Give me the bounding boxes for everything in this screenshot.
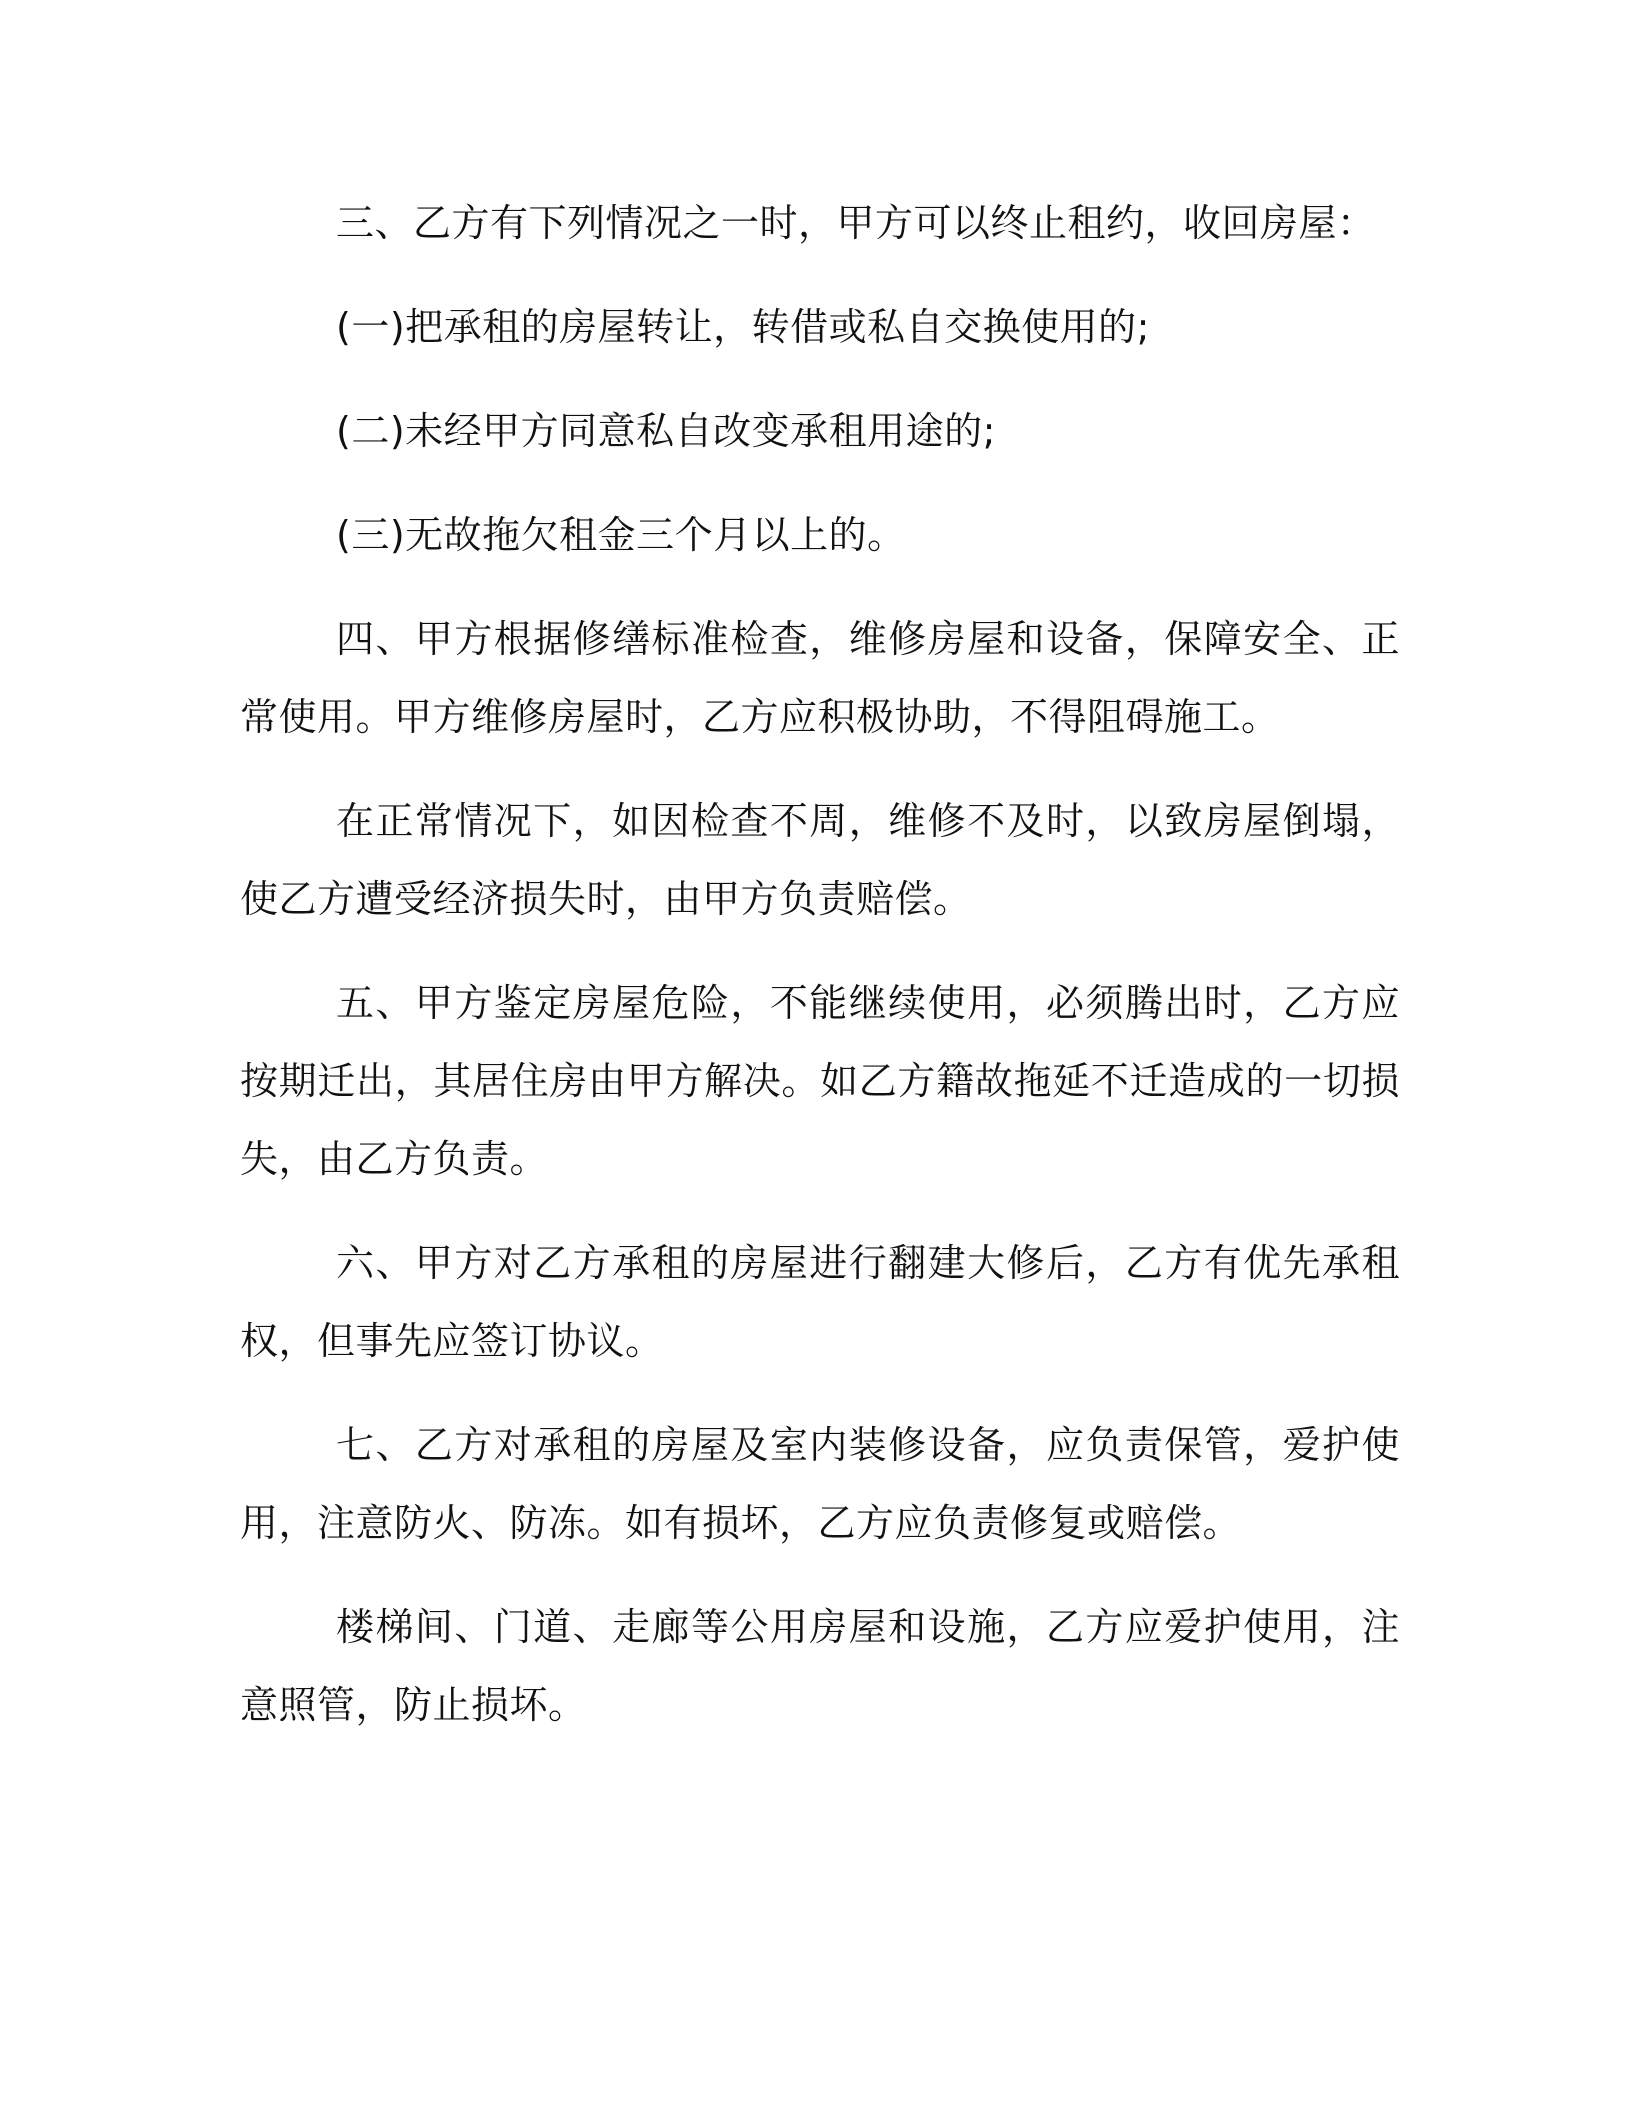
paragraph-clause-3-item-1: (一)把承租的房屋转让，转借或私自交换使用的; — [336, 305, 1150, 349]
paragraph-clause-3-item-3: (三)无故拖欠租金三个月以上的。 — [336, 513, 906, 557]
paragraph-clause-3: 三、乙方有下列情况之一时，甲方可以终止租约，收回房屋： — [336, 201, 1376, 245]
paragraph-clause-7: 七、乙方对承租的房屋及室内装修设备，应负责保管，爱护使用，注意防火、防冻。如有损坏，乙方应负责修复或赔偿。 — [240, 1423, 1400, 1545]
paragraph-clause-5: 五、甲方鉴定房屋危险，不能继续使用，必须腾出时，乙方应按期迁出，其居住房由甲方解决。如乙方籍故拖延不迁造成的一切损失，由乙方负责。 — [240, 981, 1400, 1181]
paragraph-clause-7-note: 楼梯间、门道、走廊等公用房屋和设施，乙方应爱护使用，注意照管，防止损坏。 — [240, 1605, 1400, 1727]
paragraph-clause-3-item-2: (二)未经甲方同意私自改变承租用途的; — [336, 409, 996, 453]
document-body — [240, 184, 1400, 1770]
paragraph-clause-4: 四、甲方根据修缮标准检查，维修房屋和设备，保障安全、正常使用。甲方维修房屋时，乙方应积极协助，不得阻碍施工。 — [240, 617, 1400, 739]
paragraph-clause-4-note: 在正常情况下，如因检查不周，维修不及时，以致房屋倒塌，使乙方遭受经济损失时，由甲方负责赔偿。 — [240, 799, 1400, 921]
paragraph-clause-6: 六、甲方对乙方承租的房屋进行翻建大修后，乙方有优先承租权，但事先应签订协议。 — [240, 1241, 1400, 1363]
